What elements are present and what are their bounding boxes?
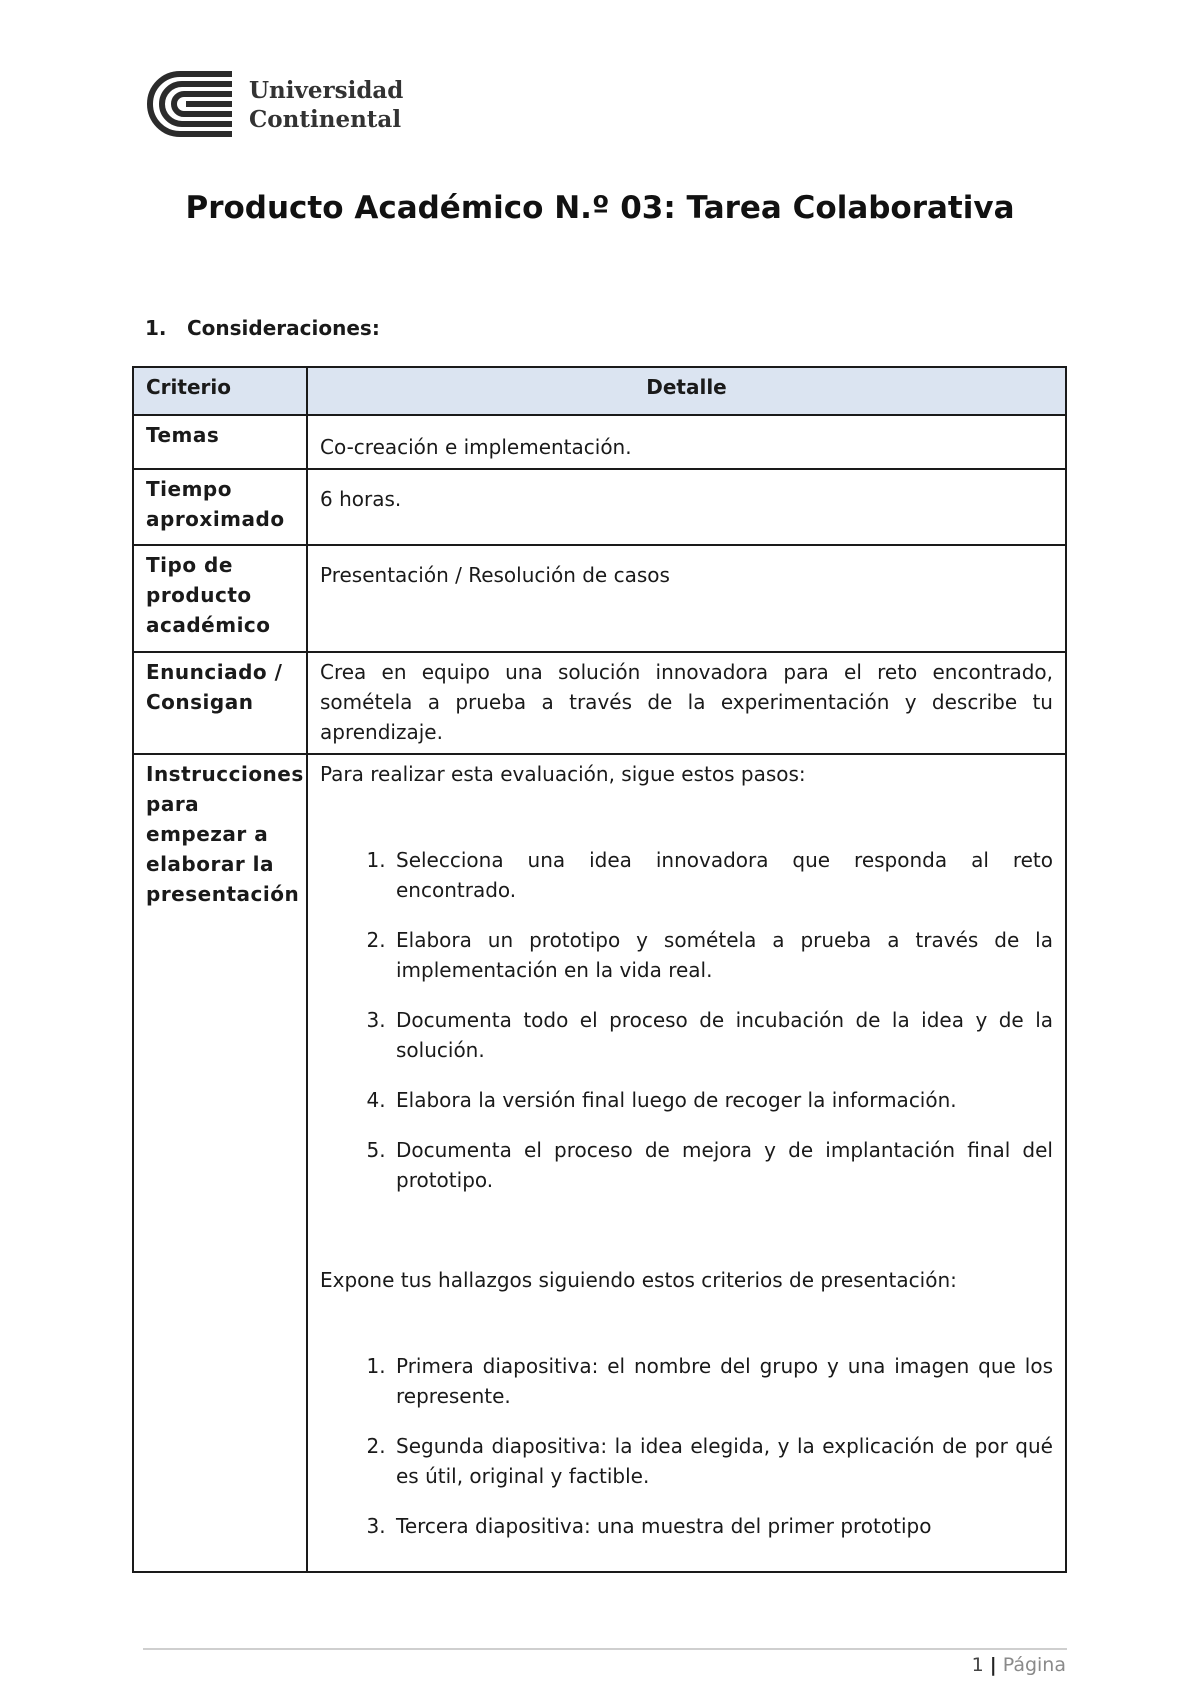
list-item: 2. Elabora un prototipo y sométela a prueba a través de la implementación en la vida real. bbox=[392, 925, 1053, 985]
section-number: 1. bbox=[145, 316, 167, 340]
row-label-enunciado: Enunciado / Consigan bbox=[133, 652, 307, 754]
logo-wordmark bbox=[249, 76, 403, 134]
section-label: Consideraciones: bbox=[187, 316, 380, 340]
page-number: 1 bbox=[971, 1654, 984, 1676]
logo-line-1: Universidad bbox=[249, 77, 404, 104]
row-label-tipo: Tipo de producto académico bbox=[133, 545, 307, 652]
page-footer bbox=[972, 1654, 1066, 1676]
row-label-instrucciones: Instrucciones para empezar a elaborar la presentación bbox=[133, 754, 307, 1572]
section-heading bbox=[145, 316, 380, 340]
table-row bbox=[133, 415, 1066, 469]
logo-line-2: Continental bbox=[249, 106, 402, 133]
table-header-row bbox=[133, 367, 1066, 415]
page-title: Producto Académico N.º 03: Tarea Colaborativa bbox=[185, 190, 1015, 226]
steps-list bbox=[320, 845, 1053, 1195]
row-label-temas: Temas bbox=[133, 415, 307, 469]
logo-mark-icon bbox=[142, 70, 232, 138]
table-row bbox=[133, 469, 1066, 545]
table-row bbox=[133, 652, 1066, 754]
row-value-temas bbox=[307, 415, 1066, 469]
list-item: 3. Documenta todo el proceso de incubación de la idea y de la solución. bbox=[392, 1005, 1053, 1065]
table-row bbox=[133, 754, 1066, 1572]
row-value-tipo-text: Presentación / Resolución de casos bbox=[320, 563, 670, 587]
list-item: 2. Segunda diapositiva: la idea elegida, y la explicación de por qué es útil, original y factible. bbox=[392, 1431, 1053, 1491]
list-item: 1. Selecciona una idea innovadora que responda al reto encontrado. bbox=[392, 845, 1053, 905]
footer-divider bbox=[143, 1648, 1067, 1650]
row-value-tiempo bbox=[307, 469, 1066, 545]
row-value-enunciado: Crea en equipo una solución innovadora para el reto encontrado, sométela a prueba a través de la experimentación y describe tu aprendizaje. bbox=[307, 652, 1066, 754]
list-item: 5. Documenta el proceso de mejora y de implantación final del prototipo. bbox=[392, 1135, 1053, 1195]
row-label-tiempo: Tiempo aproximado bbox=[133, 469, 307, 545]
instructions-intro: Para realizar esta evaluación, sigue estos pasos: bbox=[320, 762, 806, 786]
row-value-temas-text: Co-creación e implementación. bbox=[320, 435, 632, 459]
list-item: 4. Elabora la versión final luego de recoger la información. bbox=[392, 1085, 1053, 1115]
header-criterio: Criterio bbox=[133, 367, 307, 415]
header-detalle: Detalle bbox=[307, 367, 1066, 415]
university-logo bbox=[142, 70, 404, 140]
row-value-instrucciones bbox=[307, 754, 1066, 1572]
presentation-intro: Expone tus hallazgos siguiendo estos criterios de presentación: bbox=[320, 1268, 957, 1292]
footer-separator: | bbox=[989, 1654, 997, 1676]
list-item: 3. Tercera diapositiva: una muestra del primer prototipo bbox=[392, 1511, 1053, 1541]
table-row bbox=[133, 545, 1066, 652]
list-item: 1. Primera diapositiva: el nombre del grupo y una imagen que los represente. bbox=[392, 1351, 1053, 1411]
criteria-list bbox=[320, 1351, 1053, 1541]
page-word: Página bbox=[1002, 1654, 1066, 1676]
row-value-tipo bbox=[307, 545, 1066, 652]
row-value-tiempo-text: 6 horas. bbox=[320, 487, 402, 511]
criteria-table bbox=[132, 366, 1067, 1573]
